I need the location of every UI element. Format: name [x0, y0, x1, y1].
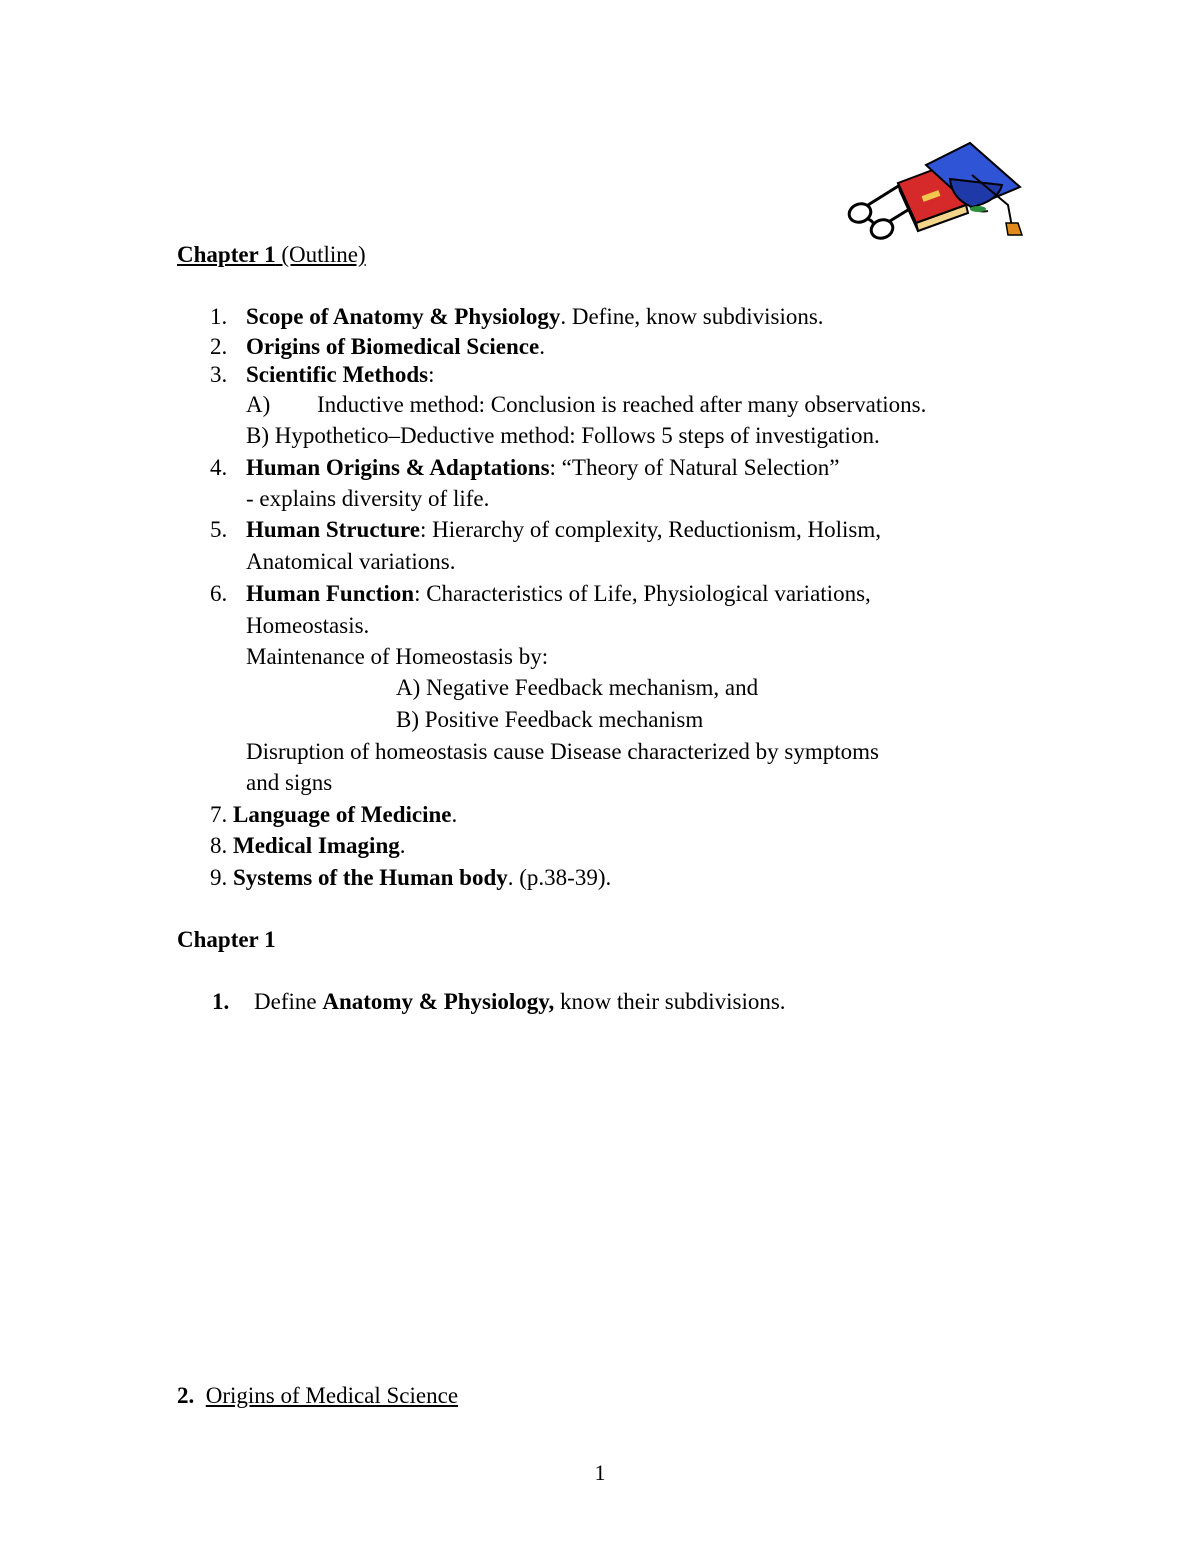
- list-item: [246, 361, 434, 389]
- item-text: .: [539, 334, 545, 359]
- item-continuation: Homeostasis.: [246, 613, 370, 638]
- question-number-text: 1.: [212, 989, 230, 1014]
- list-item: [246, 333, 545, 361]
- item-title: Scope of Anatomy & Physiology: [246, 304, 561, 329]
- graduation-clipart: [838, 135, 1028, 245]
- question-number: [212, 988, 229, 1016]
- question-title: Origins of Medical Science: [205, 1383, 459, 1408]
- item-number: 3.: [210, 362, 228, 387]
- item-text: : “Theory of Natural Selection”: [549, 455, 840, 480]
- item-continuation: Disruption of homeostasis cause Disease characterized by symptoms: [246, 739, 879, 764]
- question-1: [254, 988, 786, 1016]
- item-title: Human Structure: [246, 517, 420, 542]
- list-item: [246, 580, 871, 608]
- list-item: [210, 801, 457, 829]
- item-number: 7.: [210, 802, 228, 827]
- question-text: know their subdivisions.: [554, 989, 786, 1014]
- item-number: 8.: [210, 833, 228, 858]
- list-item: [210, 864, 611, 892]
- sub-item-text: A) Negative Feedback mechanism, and: [396, 675, 759, 700]
- item-text: : Characteristics of Life, Physiological variations,: [414, 581, 871, 606]
- sub-item-label: A): [246, 392, 271, 417]
- item-number: 5.: [210, 517, 228, 542]
- item-number: 6.: [210, 581, 228, 606]
- chapter-heading: [177, 926, 276, 954]
- question-text: Define: [254, 989, 323, 1014]
- outline-heading-bold: Chapter 1: [177, 242, 276, 267]
- item-text: :: [428, 362, 435, 387]
- item-number: 9.: [210, 865, 228, 890]
- item-number: 4.: [210, 455, 228, 480]
- item-title: Medical Imaging: [233, 833, 400, 858]
- list-item: [246, 454, 839, 482]
- chapter-heading-text: Chapter 1: [177, 927, 276, 952]
- question-number-text: 2.: [177, 1383, 195, 1408]
- item-title: Origins of Biomedical Science: [246, 334, 540, 359]
- sub-item-text: B) Positive Feedback mechanism: [396, 707, 704, 732]
- question-bold: Anatomy & Physiology,: [322, 989, 555, 1014]
- page-number: 1: [594, 1460, 606, 1485]
- item-title: Scientific Methods: [246, 362, 429, 387]
- outline-heading-rest: (Outline): [275, 242, 366, 267]
- item-continuation: and signs: [246, 770, 333, 795]
- item-title: Human Origins & Adaptations: [246, 455, 550, 480]
- question-2: [177, 1382, 458, 1410]
- item-number: 2.: [210, 334, 228, 359]
- item-continuation: - explains diversity of life.: [246, 486, 490, 511]
- item-title: Human Function: [246, 581, 415, 606]
- list-item: [246, 516, 881, 544]
- item-continuation: Maintenance of Homeostasis by:: [246, 644, 549, 669]
- sub-item-text: B) Hypothetico–Deductive method: Follows 5 steps of investigation.: [246, 423, 880, 448]
- item-text: . (p.38-39).: [507, 865, 612, 890]
- item-number: 1.: [210, 304, 228, 329]
- item-title: Language of Medicine: [233, 802, 452, 827]
- item-text: .: [399, 833, 406, 858]
- sub-item-text: Inductive method: Conclusion is reached after many observations.: [317, 392, 927, 417]
- item-title: Systems of the Human body: [233, 865, 508, 890]
- list-item: [246, 303, 824, 331]
- item-text: . Define, know subdivisions.: [560, 304, 824, 329]
- item-text: : Hierarchy of complexity, Reductionism, Holism,: [420, 517, 881, 542]
- list-item: [210, 832, 406, 860]
- outline-heading: [177, 241, 366, 269]
- item-text: .: [451, 802, 458, 827]
- item-continuation: Anatomical variations.: [246, 549, 456, 574]
